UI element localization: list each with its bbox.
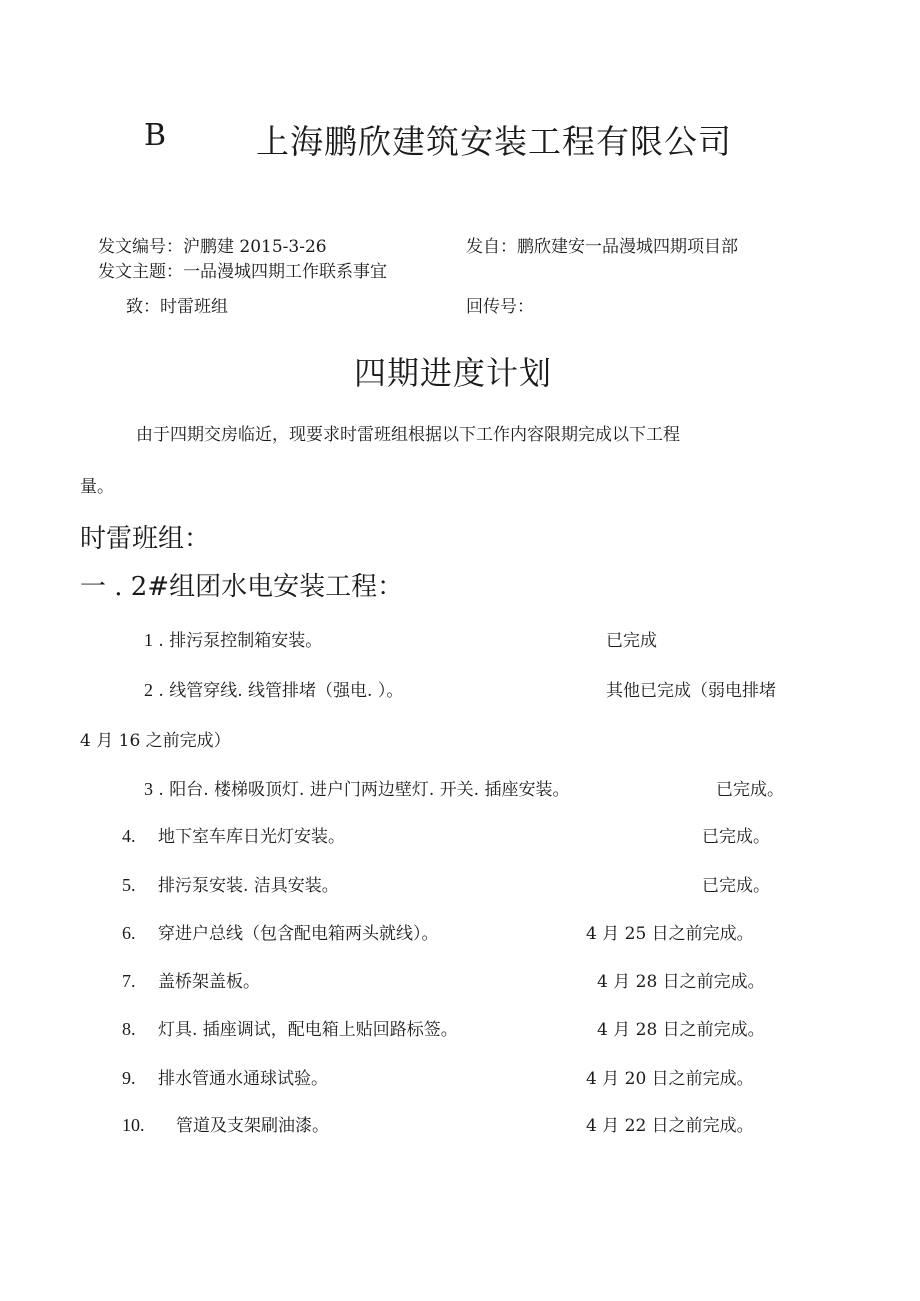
list-item xyxy=(122,1015,458,1040)
item-number: 2 xyxy=(144,680,153,700)
item-status: 其他已完成（弱电排堵 xyxy=(606,681,776,701)
item-text: 排污泵安装. 洁具安装。 xyxy=(158,876,339,896)
list-item xyxy=(122,822,345,847)
list-item xyxy=(122,919,439,944)
item-status: 4 月 28 日之前完成。 xyxy=(597,972,765,992)
item-status: 4 月 28 日之前完成。 xyxy=(597,1020,765,1040)
item-text: . 阳台. 楼梯吸顶灯. 进户门两边壁灯. 开关. 插座安装。 xyxy=(153,780,570,800)
list-item xyxy=(144,626,322,651)
list-item xyxy=(122,1111,329,1136)
item-number: 5. xyxy=(122,875,136,895)
item-status: 4 月 20 日之前完成。 xyxy=(586,1069,754,1089)
list-item xyxy=(122,967,260,992)
company-name: 上海鹏欣建筑安装工程有限公司 xyxy=(256,122,732,161)
item-text: . 线管穿线. 线管排堵（强电. ）。 xyxy=(153,681,404,701)
item-status-continued: 4 月 16 之前完成） xyxy=(80,731,231,751)
item-text: 排水管通水通球试验。 xyxy=(158,1069,328,1089)
item-status: 4 月 22 日之前完成。 xyxy=(586,1116,754,1136)
item-status: 已完成 xyxy=(606,631,657,651)
item-text: 管道及支架刷油漆。 xyxy=(176,1116,329,1136)
item-number: 3 xyxy=(144,779,153,799)
item-status: 已完成。 xyxy=(716,780,784,800)
item-number: 9. xyxy=(122,1068,136,1088)
list-item xyxy=(144,775,569,800)
section-heading: 一 . 2#组团水电安装工程： xyxy=(80,572,404,602)
item-text: 穿进户总线（包含配电箱两头就线）。 xyxy=(158,924,439,944)
item-text: 地下室车库日光灯安装。 xyxy=(158,827,345,847)
doc-from: 发自：鹏欣建安一品漫城四期项目部 xyxy=(466,237,738,257)
reply-number: 回传号： xyxy=(466,297,534,317)
header-letter: B xyxy=(144,118,167,153)
item-number: 4. xyxy=(122,826,136,846)
item-number: 6. xyxy=(122,923,136,943)
item-number: 8. xyxy=(122,1019,136,1039)
item-status: 4 月 25 日之前完成。 xyxy=(586,924,754,944)
doc-subject: 发文主题：一品漫城四期工作联系事宜 xyxy=(98,262,387,282)
item-status: 已完成。 xyxy=(702,827,770,847)
list-item xyxy=(122,871,339,896)
item-number: 10. xyxy=(122,1115,145,1135)
item-number: 7. xyxy=(122,971,136,991)
item-text: 盖桥架盖板。 xyxy=(158,972,260,992)
item-status: 已完成。 xyxy=(702,876,770,896)
intro-line-1: 由于四期交房临近，现要求时雷班组根据以下工作内容限期完成以下工程 xyxy=(136,425,680,445)
doc-to: 致：时雷班组 xyxy=(126,297,228,317)
page-title: 四期进度计划 xyxy=(354,354,553,392)
item-text: 灯具. 插座调试，配电箱上贴回路标签。 xyxy=(158,1020,458,1040)
item-text: . 排污泵控制箱安装。 xyxy=(153,631,323,651)
list-item xyxy=(122,1064,328,1089)
intro-line-2: 量。 xyxy=(80,477,114,497)
team-heading: 时雷班组： xyxy=(80,524,211,554)
list-item xyxy=(144,676,403,701)
item-number: 1 xyxy=(144,630,153,650)
doc-number: 发文编号：沪鹏建 2015-3-26 xyxy=(98,237,327,257)
